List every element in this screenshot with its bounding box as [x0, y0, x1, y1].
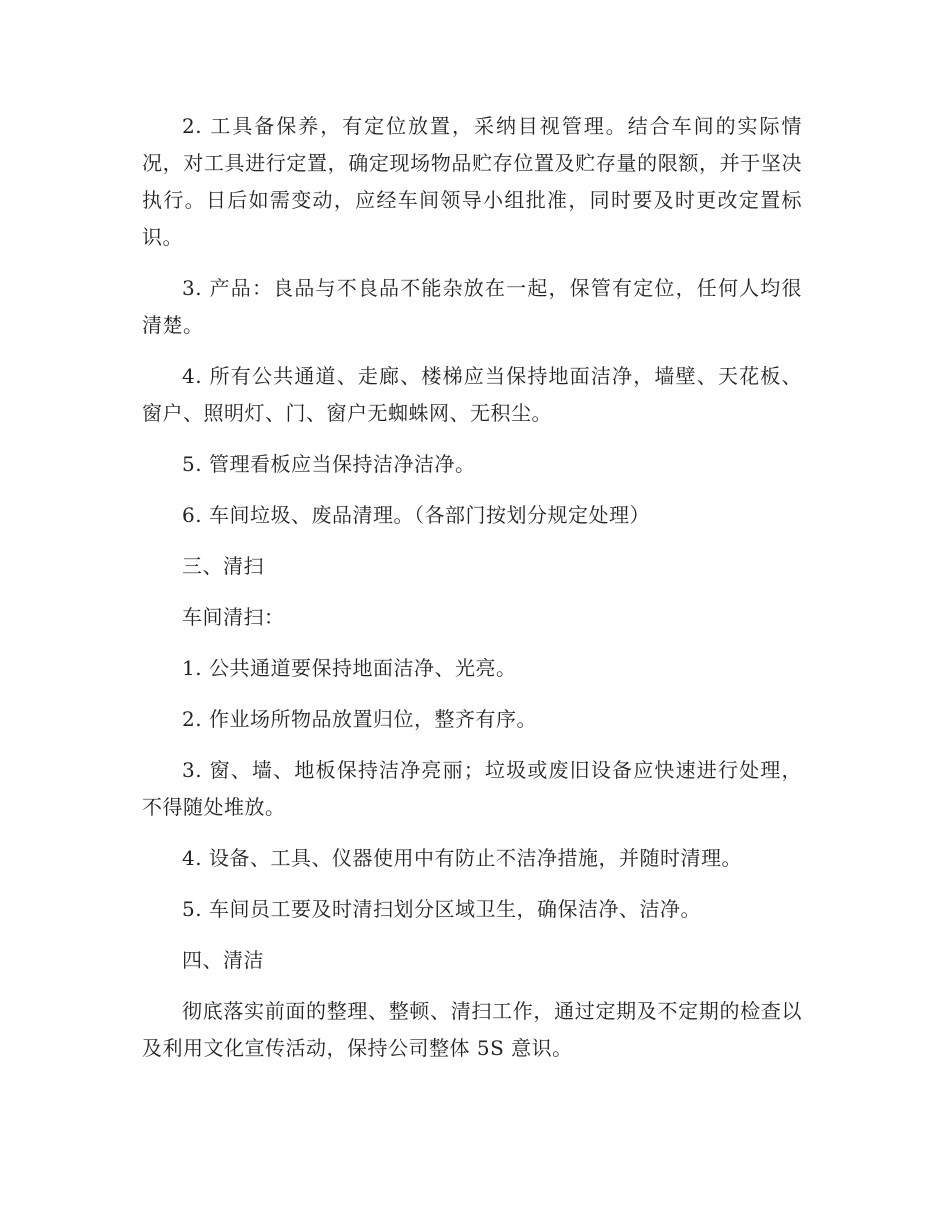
list-item-equipment: 4. 设备、工具、仪器使用中有防止不洁净措施，并随时清理。: [182, 846, 742, 870]
list-item-staff-cleaning: 5. 车间员工要及时清扫划分区域卫生，确保洁净、洁净。: [182, 897, 701, 921]
paragraph-management-board: 5. 管理看板应当保持洁净洁净。: [182, 452, 476, 476]
section-heading-sweeping: 三、清扫: [182, 554, 264, 578]
paragraph-products: 3. 产品：良品与不良品不能杂放在一起，保管有定位，任何人均很清楚。: [142, 276, 802, 337]
list-item-passages: 1. 公共通道要保持地面洁净、光亮。: [182, 656, 517, 680]
paragraph-waste-cleanup: 6. 车间垃圾、废品清理。（各部门按划分规定处理）: [182, 503, 650, 527]
paragraph-tools-maintenance: 2. 工具备保养，有定位放置，采纳目视管理。结合车间的实际情况，对工具进行定置，确定现场物品贮存位置及贮存量的限额，并于坚决执行。日后如需变动，应经车间领导小组批准，同时要及时更改定置标识。: [142, 114, 802, 249]
section-heading-cleanliness: 四、清洁: [182, 948, 264, 972]
subheading-workshop-sweeping: 车间清扫：: [182, 605, 285, 629]
list-item-work-area: 2. 作业场所物品放置归位，整齐有序。: [182, 707, 537, 731]
paragraph-5s-awareness: 彻底落实前面的整理、整顿、清扫工作，通过定期及不定期的检查以及利用文化宣传活动，保持公司整体 5S 意识。: [142, 999, 802, 1060]
list-item-windows-walls: 3. 窗、墙、地板保持洁净亮丽；垃圾或废旧设备应快速进行处理，不得随处堆放。: [142, 758, 802, 819]
paragraph-public-passages: 4. 所有公共通道、走廊、楼梯应当保持地面洁净，墙壁、天花板、窗户、照明灯、门、窗户无蜘蛛网、无积尘。: [142, 364, 802, 425]
document-body: [142, 108, 802, 1081]
